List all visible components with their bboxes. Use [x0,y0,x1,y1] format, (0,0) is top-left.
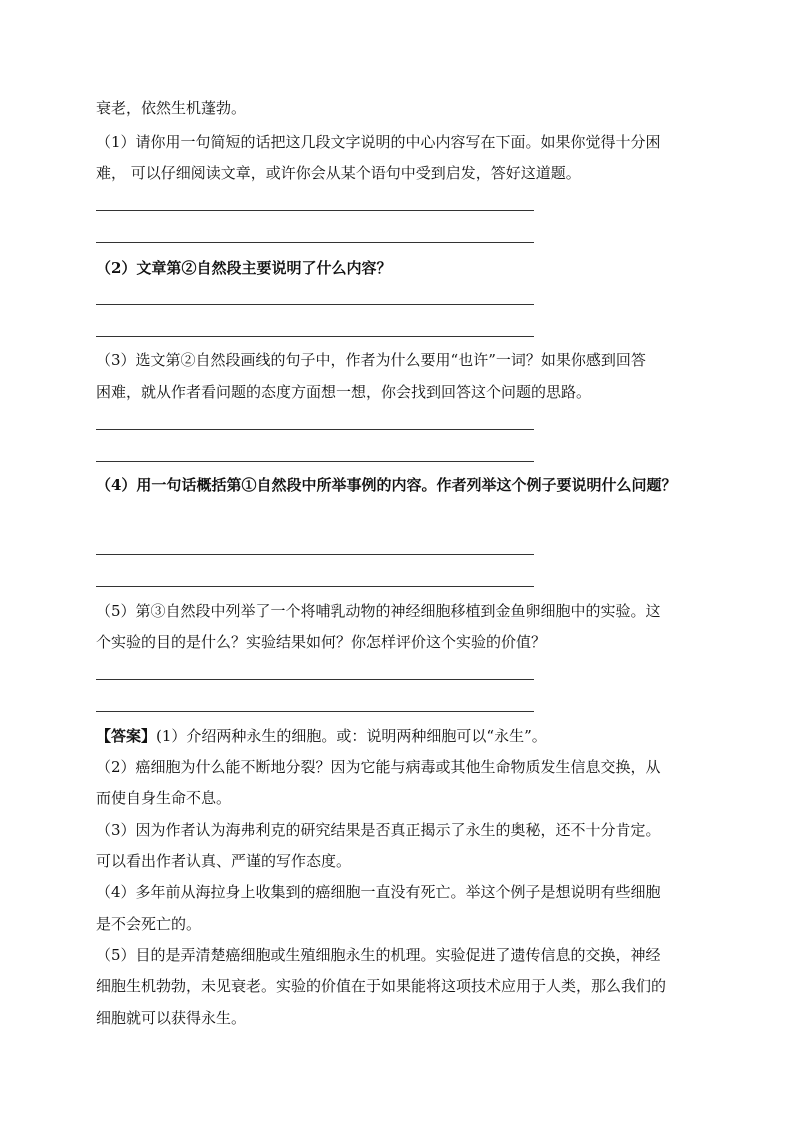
answer-line [96,304,534,305]
answer-line-text: 细胞生机勃勃，未见衰老。实验的价值在于如果能将这项技术应用于人类，那么我们的 [96,977,667,995]
answer-line [96,242,534,243]
question-2-line-1: （2）文章第②自然段主要说明了什么内容？ [96,259,392,277]
answer-line-text: 细胞就可以获得永生。 [96,1009,247,1027]
question-5-line-2: 个实验的目的是什么？实验结果如何？你怎样评价这个实验的价值？ [96,633,547,651]
answer-line-text: （3）因为作者认为海弗利克的研究结果是否真正揭示了永生的奥秘，还不十分肯定。 [96,821,661,839]
intro-tail-text: 衰老，依然生机蓬勃。 [96,99,247,117]
answer-line [96,429,534,430]
answer-line [96,336,534,337]
answer-line [96,210,534,211]
answer-first-line [96,726,547,746]
answer-label: 【答案】 [96,727,157,745]
question-5-line-1: （5）第③自然段中列举了一个将哺乳动物的神经细胞移植到金鱼卵细胞中的实验。这 [96,602,661,620]
question-4-line-1: （4）用一句话概括第①自然段中所举事例的内容。作者列举这个例子要说明什么问题？ [96,476,677,494]
question-1-line-2: 难， 可以仔细阅读文章，或许你会从某个语句中受到启发，答好这道题。 [96,164,581,182]
answer-line [96,586,534,587]
answer-line [96,711,534,712]
answer-line-text: 而使自身生命不息。 [96,789,232,807]
question-3-line-1: （3）选文第②自然段画线的句子中，作者为什么要用“也许”一词？如果你感到回答 [96,351,646,369]
answer-1-text: (1）介绍两种永生的细胞。或：说明两种细胞可以“永生”。 [156,727,547,745]
answer-line-text: 是不会死亡的。 [96,915,202,933]
answer-line-text: （4）多年前从海拉身上收集到的癌细胞一直没有死亡。举这个例子是想说明有些细胞 [96,883,661,901]
answer-line-text: （5）目的是弄清楚癌细胞或生殖细胞永生的机理。实验促进了遗传信息的交换，神经 [96,946,661,964]
question-3-line-2: 困难，就从作者看问题的态度方面想一想，你会找到回答这个问题的思路。 [96,383,592,401]
answer-line [96,461,534,462]
answer-line-text: 可以看出作者认真、严谨的写作态度。 [96,852,352,870]
answer-line [96,554,534,555]
answer-line [96,679,534,680]
question-1-line-1: （1）请你用一句简短的话把这几段文字说明的中心内容写在下面。如果你觉得十分困 [96,133,661,151]
answer-line-text: （2）癌细胞为什么能不断地分裂？因为它能与病毒或其他生命物质发生信息交换，从 [96,758,661,776]
